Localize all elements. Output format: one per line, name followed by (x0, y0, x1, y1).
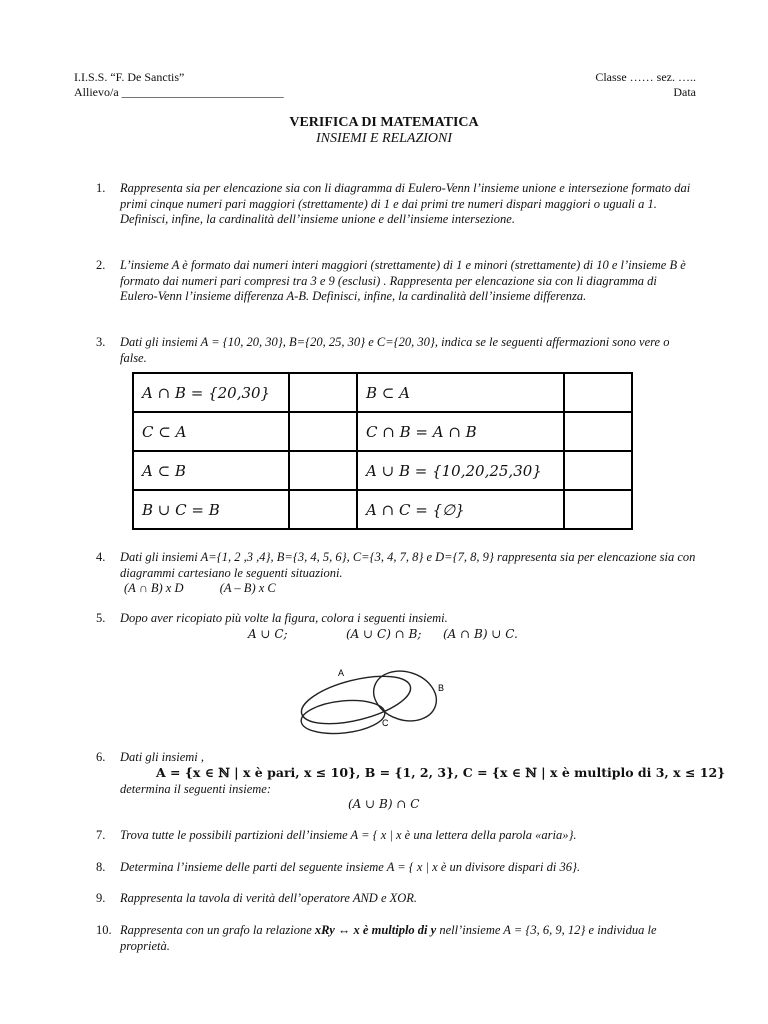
question-number: 6. (96, 750, 106, 764)
question-text: Dati gli insiemi , (120, 750, 205, 764)
answer-cell[interactable] (289, 451, 357, 490)
question-number: 7. (96, 828, 106, 842)
question-text: Determina l’insieme delle parti del seguente insieme A = { x | x è un divisore dispari di 36}. (120, 860, 581, 874)
statement-cell: A ∪ B = {10,20,25,30} (357, 451, 564, 490)
question-text: Dati gli insiemi A={1, 2 ,3 ,4}, B={3, 4, 5, 6}, C={3, 4, 7, 8} e D={7, 8, 9} rappresenta sia per elencazione sia con diagrammi cartesiano le seguenti situazioni. (120, 550, 696, 580)
question-number: 3. (96, 335, 106, 349)
question-number: 10. (96, 923, 112, 937)
question-text: Trova tutte le possibili partizioni dell’insieme A = { x | x è una lettera della parola «aria»}. (120, 828, 577, 842)
class-line: Classe …… sez. ….. (595, 70, 696, 84)
question-text: Rappresenta sia per elencazione sia con li diagramma di Eulero-Venn l’insieme unione e intersezione formato dai primi cinque numeri pari maggiori (strettamente) di 1 e dai primi tre numeri dispari maggiori o uguali a 1. Definisci, infine, la cardinalità dell’insieme unione e dell’insieme intersezione. (120, 181, 691, 226)
expression-1: (A ∩ B) x D (124, 581, 184, 595)
question-5 (96, 611, 696, 627)
set-expression-3: (A ∩ B) ∪ C. (443, 627, 518, 641)
header-left (74, 70, 284, 100)
answer-cell[interactable] (564, 412, 632, 451)
question-6-continuation (96, 782, 696, 798)
statement-cell: A ∩ B = {20,30} (133, 373, 289, 412)
school-name: I.I.S.S. “F. De Sanctis” (74, 70, 185, 84)
set-expression: (A ∪ B) ∩ C (348, 797, 420, 811)
set-b-ellipse (367, 664, 443, 729)
question-1 (96, 181, 696, 228)
question-number: 4. (96, 550, 106, 564)
question-6 (96, 750, 696, 766)
question-9 (96, 891, 696, 907)
table-row (133, 412, 632, 451)
answer-cell[interactable] (289, 490, 357, 529)
question-3 (96, 335, 696, 366)
answer-cell[interactable] (564, 451, 632, 490)
question-text: Dati gli insiemi A = {10, 20, 30}, B={20, 25, 30} e C={20, 30}, indica se le seguenti affermazioni sono vere o false. (120, 335, 670, 365)
statement-cell: B ⊂ A (357, 373, 564, 412)
table-row (133, 490, 632, 529)
question-text-a: Rappresenta con un grafo la relazione (120, 923, 315, 937)
statement-cell: C ∩ B = A ∩ B (357, 412, 564, 451)
relation-definition: xRy ↔ x è multiplo di y (314, 923, 437, 937)
question-expressions (120, 581, 696, 597)
question-text: Rappresenta la tavola di verità dell’operatore AND e XOR. (120, 891, 418, 905)
answer-cell[interactable] (564, 490, 632, 529)
statement-cell: C ⊂ A (133, 412, 289, 451)
question-text: determina il seguenti insieme: (120, 782, 272, 796)
venn-diagram (296, 664, 466, 740)
label-b: B (438, 683, 445, 693)
statement-cell: B ∪ C = B (133, 490, 289, 529)
page-subtitle: INSIEMI E RELAZIONI (315, 131, 453, 146)
question-number: 2. (96, 258, 106, 272)
expression-2: (A – B) x C (219, 581, 276, 595)
question-4 (96, 550, 696, 597)
question-8 (96, 860, 696, 876)
table-row (133, 373, 632, 412)
question-number: 5. (96, 611, 106, 625)
set-expression-2: (A ∪ C) ∩ B; (346, 627, 422, 641)
question-2 (96, 258, 696, 305)
question-text (120, 923, 696, 954)
set-c-ellipse (300, 697, 387, 738)
question-text: L’insieme A è formato dai numeri interi maggiori (strettamente) di 1 e minori (strettamente) di 10 e l’insieme B è formato dai numeri pari compresi tra 3 e 9 (esclusi) . Rappresenta per elencazione sia con li diagramma di Eulero-Venn l’insieme differenza A-B. Definisci, infine, la cardinalità dell’insieme differenza. (120, 258, 686, 303)
label-c: C (382, 718, 389, 728)
statement-cell: A ⊂ B (133, 451, 289, 490)
page-title: VERIFICA DI MATEMATICA (289, 115, 479, 130)
set-expression-1: A ∪ C; (248, 627, 288, 641)
question-number: 8. (96, 860, 106, 874)
question-number: 1. (96, 181, 106, 195)
table-row (133, 451, 632, 490)
question-text: Dopo aver ricopiato più volte la figura, colora i seguenti insiemi. (120, 611, 448, 625)
statement-cell: A ∩ C = {∅} (357, 490, 564, 529)
label-a: A (338, 668, 345, 678)
answer-cell[interactable] (289, 412, 357, 451)
question-7 (96, 828, 696, 844)
answer-cell[interactable] (564, 373, 632, 412)
true-false-table (132, 372, 633, 530)
question-number: 9. (96, 891, 106, 905)
question-text-b: nell’insieme A = {3, 6, 9, 12} e individua le proprietà. (120, 923, 657, 953)
set-definitions: A = {x ∈ ℕ | x è pari, x ≤ 10}, B = {1, 2, 3}, C = {x ∈ ℕ | x è multiplo di 3, x ≤ 12} (156, 765, 726, 780)
header-right (595, 70, 696, 100)
answer-cell[interactable] (289, 373, 357, 412)
question-10 (96, 923, 696, 954)
date-label: Data (673, 85, 696, 99)
student-line: Allievo/a ___________________________ (74, 85, 284, 99)
